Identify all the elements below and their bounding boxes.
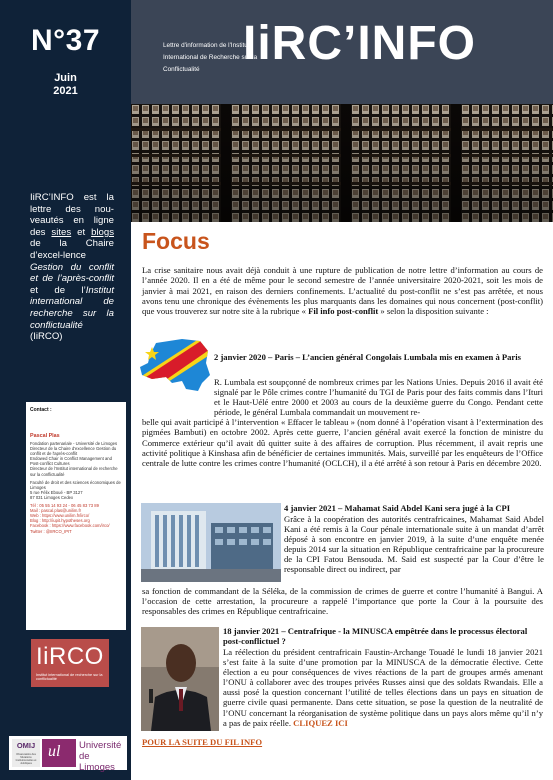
article-3-text: La réélection du président centrafricain Faustin-Archange Touadé le lundi 18 janvier 2021 s’est faite à la suite d’une promotion par la MINUSCA de la démocratie élective. Cette élection a eu pour conséquences de vives réactions de la part de groupes armés amenant l’ONU à collaborer avec des troupes privées Russes ainsi que des soldats Rwandais. Elle a aussi posé la question concernant l’utilité de telles élections dans un pays en situation de guerre civile quasi permanente. Dans cette situation, se pose la question de la neutralité de l’ONU concernant la réorganisation de système politique dans un pays alors même qu’il n’y a pas de paix réelle. — [223, 647, 543, 728]
issue-month: Juin — [54, 72, 77, 84]
icc-building-illustration — [141, 503, 281, 582]
intro-text-4: (IiRCO) — [30, 331, 63, 343]
contact-address: Faculté de droit et des sciences économiques de Limoges — [30, 479, 121, 490]
contact-role: Endowed Chair in Conflict Management and Post-conflict Cultures — [30, 456, 112, 467]
omij-logo — [12, 739, 40, 767]
banner-photo — [131, 104, 553, 222]
intro-text-1: IiRC’INFO est la lettre des nou-veautés en ligne des — [30, 192, 114, 238]
contact-box — [26, 402, 126, 630]
header-tagline: Lettre d'information de l'Institut International de Recherche sur la Conflictualité — [163, 42, 258, 73]
contact-title: Contact : — [30, 407, 52, 413]
irco-logo-text: IiRCO — [36, 643, 104, 670]
intro-text-2: de la Chaire d’excel-lence — [30, 238, 114, 261]
contact-address: 5 rue Félix Eboué - BP 3127 — [30, 489, 83, 495]
intro-text-3: et de l’ — [30, 284, 86, 296]
issue-number: N°37 — [30, 24, 101, 57]
university-logos — [9, 736, 127, 773]
issue-year: 2021 — [53, 85, 78, 97]
lead-paragraph — [142, 265, 543, 316]
article-3-body — [223, 647, 543, 728]
contact-role: Directeur de l'Institut international de recherche sur la conflictualité — [30, 466, 118, 477]
institut-name: Institut international de recherche sur la conflictualité — [30, 284, 114, 331]
click-here-link[interactable]: CLIQUEZ ICI — [293, 717, 348, 728]
contact-blog-link[interactable]: Blog : http://iupit.hypotheses.org — [30, 518, 90, 524]
lead-text: La crise sanitaire nous avait déjà conduit à une rupture de publication de notre lettre d’information au cours de l’année 2020. Il en a été de même pour le second semestre de l’année universitaire 2020-2021, soit les mois de janvier à mai 2021, en raison des derniers confinements. L’actualité du post-conflit ne s’est pas arrêtée, et nous avons tenu une chronique des évènements les plus marquants dans les domaines qui nous concernent (post-conflit) que vous trouverez sur notre site à la rubrique « — [142, 265, 543, 317]
sites-link[interactable]: sites — [51, 226, 72, 238]
university-name: Université de Limoges — [79, 740, 122, 773]
contact-name: Pascal Plas — [30, 433, 60, 439]
contact-details — [30, 441, 122, 534]
sidebar-intro — [30, 192, 114, 343]
article-1-title — [214, 352, 542, 362]
sidebar — [0, 0, 131, 780]
article-1-headline: 2 janvier 2020 – Paris – L’ancien général Congolais Lumbala mis en examen à Paris — [214, 352, 521, 362]
omij-logo-subtitle: Observatoire des Mutations Institutionnelles et Juridiques — [15, 753, 37, 765]
irco-logo-subtitle: Institut international de recherche sur la conflictualité — [36, 673, 103, 682]
article-1-text-a: R. Lumbala est soupçonné de nombreux crimes par les Nations Unies. Depuis 2016 il avait été signalé par le Pôle crimes contre l’humanité du TGI de Paris pour des faits commis dans l’Ituri et le Haut-Uélé entre 2000 et 2003 au cours de la deuxième guerre du Congo. Pendant cette période, le général Lumbala commandait un mouvement re- — [214, 377, 543, 418]
blogs-link[interactable]: blogs — [91, 226, 114, 238]
contact-phone: Tél : 05 55 14 93 24 - 06 45 83 73 89 — [30, 503, 99, 509]
icc-building-photo — [141, 503, 281, 582]
article-3-headline: 18 janvier 2021 – Centrafrique - la MINUSCA empêtrée dans le processus électoral post-conflictuel ? — [223, 626, 528, 647]
more-news-link[interactable]: POUR LA SUITE DU FIL INFO — [142, 737, 263, 747]
lead-end: » selon la disposition suivante : — [378, 306, 489, 317]
contact-twitter-link[interactable]: Twitter : @IIRCO_IPIT — [30, 528, 72, 534]
article-2-text-b: sa fonction de commandant de la Séléka, de la commission de crimes de guerre et contre l’humanité à Bangui. A l’occasion de cette arrestation, la procureure a rappelé l’importance que porte la Cour à la poursuite des responsables des crimes en République centrafricaine. — [142, 586, 543, 617]
contact-role: Fondation partenariale - Université de Limoges — [30, 441, 118, 446]
chaire-name: Gestion du conflit et de l’après-conflit — [30, 261, 114, 285]
contact-role: Directeur de la Chaire d'excellence Gestion du conflit et de l'après-conflit — [30, 446, 117, 457]
article-1-text-b: belle qui avait participé à l’intervention « Effacer le tableau » (nom donné à l’opération visant à l’extermination des pigmées Bambuti) en octobre 2002. Après cette guerre, l’ancien général avait exercé la fonction de ministre du Commerce extérieur qu’il avait dû quitter suite à des affaires de corruption. Plus récemment, il avait repris une activité politique à Kinshasa afin de bénéficier de certaines immunités. Mais, surveillé par les enquêteurs de l’Office centrale de lutte contre les crimes contre l’humanité (OCLCH), il a été arrêté à son retour à Paris en décembre 2020. — [142, 417, 543, 468]
contact-mail-link[interactable]: Mail : pascal.plas@unilim.fr — [30, 508, 82, 514]
header — [131, 0, 553, 105]
article-1-body — [142, 377, 543, 468]
contact-facebook-link[interactable]: Facebook : https://www.facebook.com/irco/ — [30, 523, 110, 529]
focus-heading: Focus — [142, 228, 210, 254]
ul-logo-mark — [42, 739, 76, 767]
irco-logo — [31, 639, 109, 687]
contact-address: 87 031 Limoges Cedex — [30, 494, 74, 500]
ul-logo-letters: ul — [48, 743, 61, 760]
intro-text-and: et — [71, 226, 92, 238]
president-photo-illustration — [141, 627, 219, 731]
newsletter-logo: IiRC’INFO — [243, 17, 476, 70]
lead-rubrique: Fil info post-conflit — [308, 306, 379, 317]
banner-photo-illustration — [131, 104, 553, 222]
article-2-headline: 4 janvier 2021 – Mahamat Said Abdel Kani sera jugé à la CPI — [284, 503, 511, 513]
article-2-text-a: Grâce à la coopération des autorités centrafricaines, Mahamat Said Abdel Kani a été remis à la Cour pénale internationale suite à un mandat d’arrêt déposé à son encontre en janvier 2019, à la suite d’une enquête menée depuis 2014 sur la situation en République centrafricaine par la procureure de la CPI Fatou Bensouda. M. Said est suspecté par la Cour d’être le responsable direct ou indirect, par — [284, 514, 544, 575]
contact-web-link[interactable]: Web : https://www.unilim.fr/iirco/ — [30, 513, 90, 519]
issue-date — [0, 72, 131, 98]
omij-logo-text: OMIJ — [16, 741, 36, 750]
president-photo — [141, 627, 219, 731]
